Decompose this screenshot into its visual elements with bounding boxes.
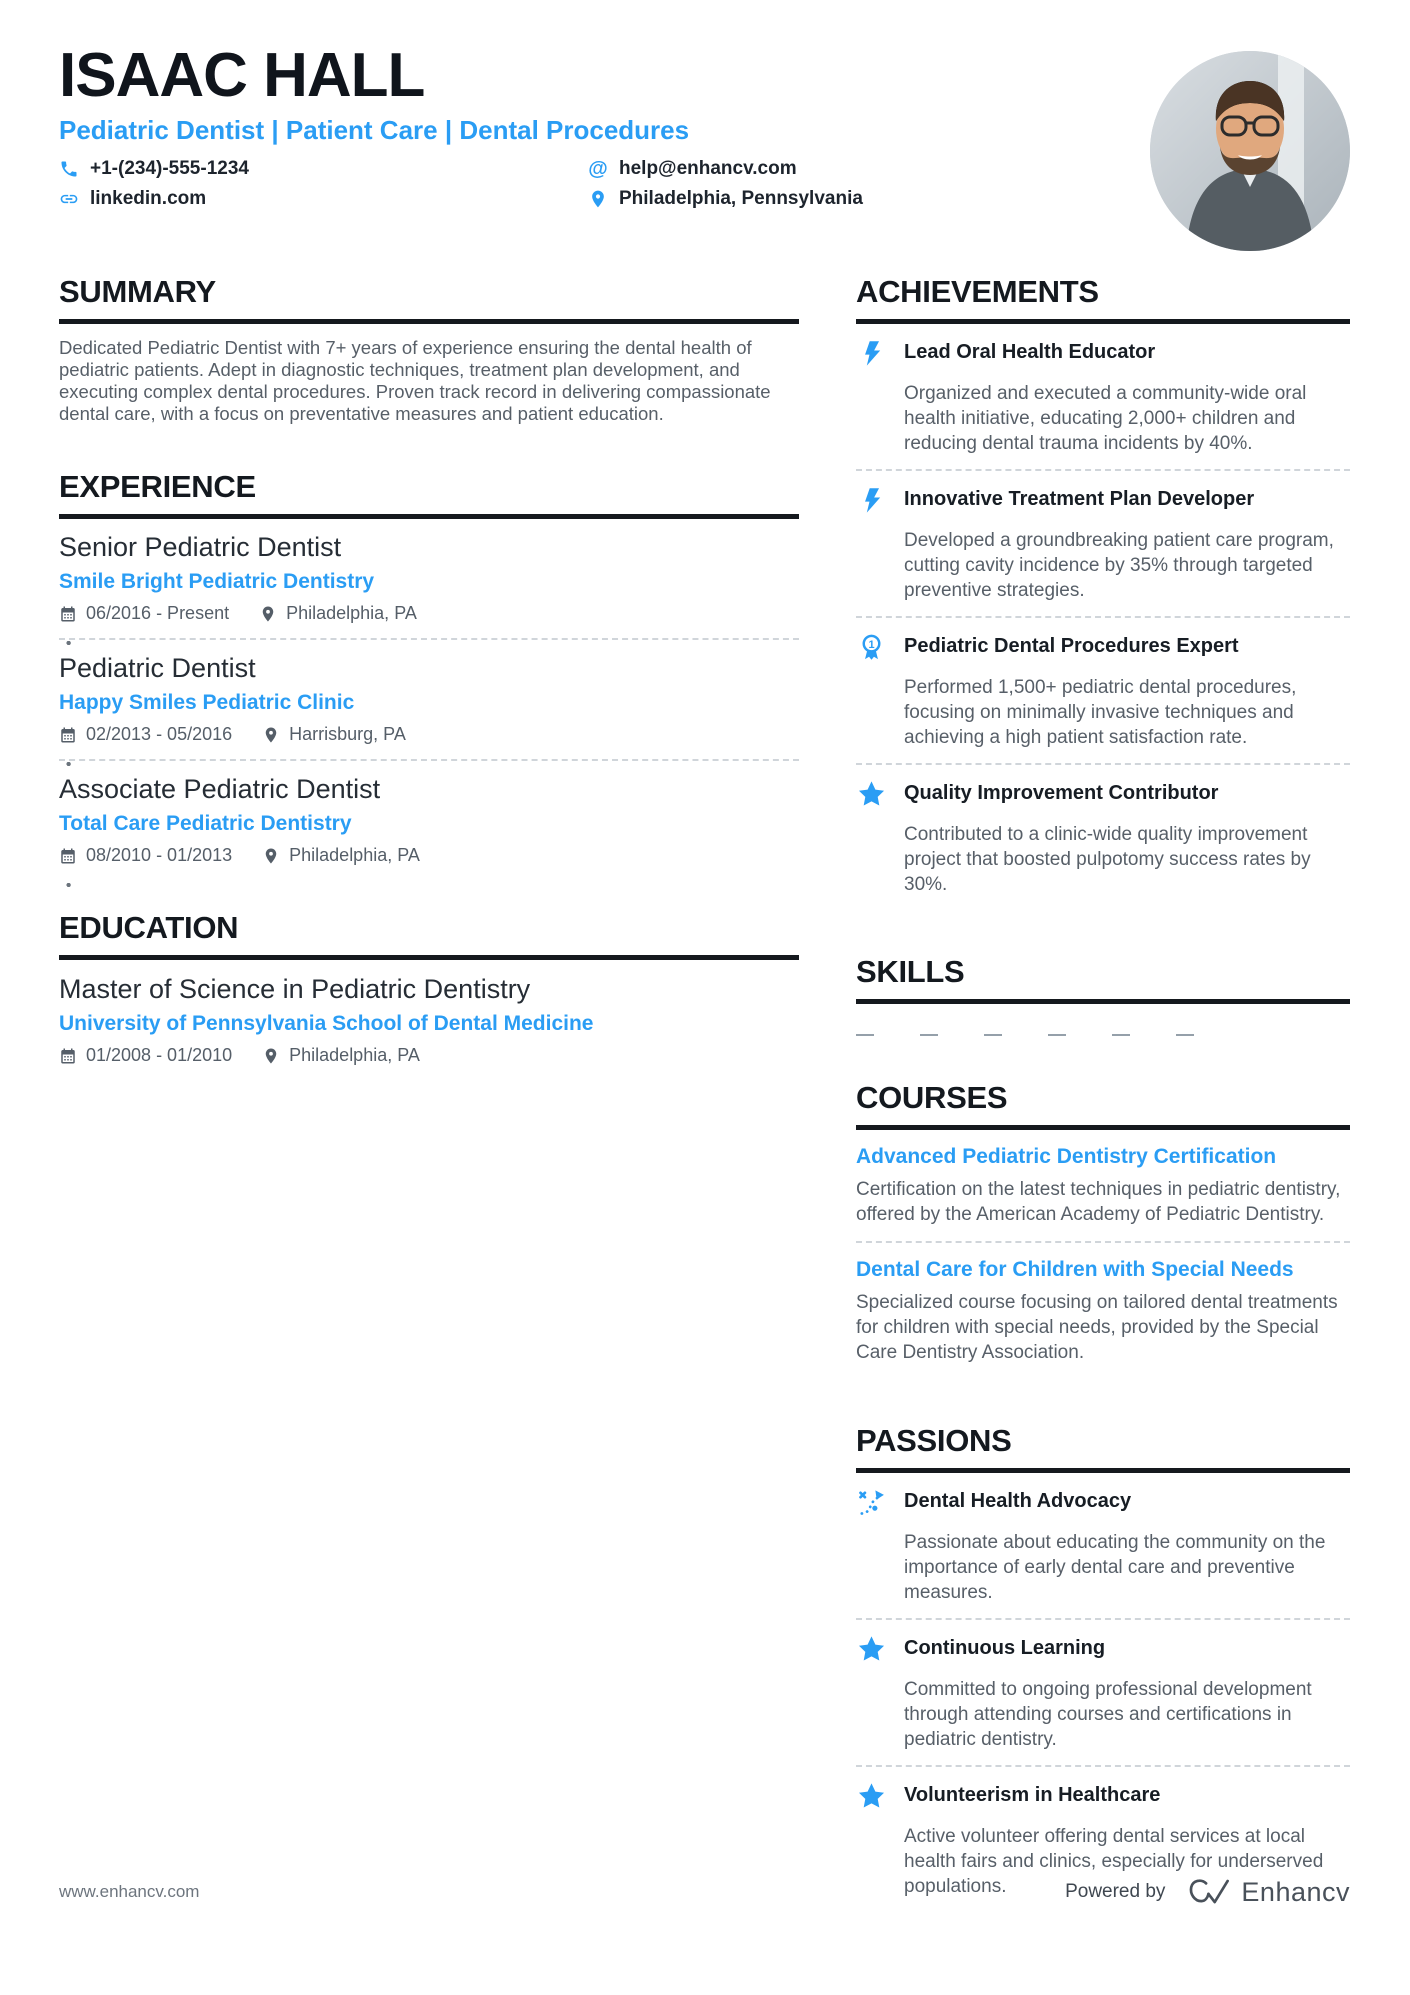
course-list [856,1130,1350,1379]
achievement-text: Performed 1,500+ pediatric dental procedures, focusing on minimally invasive techniques and achieving a high patient satisfaction rate. [904,677,1297,749]
achievement-item [856,616,1350,763]
job-meta [59,603,799,624]
section-achievements [856,274,1350,910]
passions-heading: PASSIONS [856,1423,1350,1473]
job-entry [59,759,799,866]
section-skills [856,954,1350,1036]
experience-heading: EXPERIENCE [59,469,799,519]
passion-text: Active volunteer offering dental services at local health fairs and clinics, especially for underserved populations. [904,1826,1324,1898]
job-role: Pediatric Dentist [59,653,256,684]
passion-title: Volunteerism in Healthcare [904,1784,1161,1807]
calendar-icon [59,605,77,623]
job-entry [59,519,799,624]
job-location: Philadelphia, PA [289,845,420,866]
contact-item[interactable] [59,188,588,210]
education-dates: 01/2008 - 01/2010 [86,1045,233,1066]
enhancv-brand[interactable] [1185,1876,1350,1908]
profile-photo [1150,51,1350,251]
bolt-icon [856,338,904,374]
degree: Master of Science in Pediatric Dentistry [59,974,531,1005]
summary-heading: SUMMARY [59,274,799,324]
route-icon [856,1487,904,1523]
site-link[interactable]: www.enhancv.com [59,1882,200,1901]
job-role: Senior Pediatric Dentist [59,532,342,563]
achievement-item [856,763,1350,910]
link-icon [59,189,79,209]
job-meta [59,845,799,866]
education-entry [59,960,799,1066]
course-item [856,1241,1350,1379]
brand-name: Enhancv [1241,1876,1350,1907]
skill-tag [984,1024,1002,1036]
courses-heading: COURSES [856,1080,1350,1130]
contact-text: Philadelphia, Pennsylvania [619,188,863,210]
passion-title: Continuous Learning [904,1637,1106,1660]
skill-tag [1112,1024,1130,1036]
section-passions [856,1423,1350,1912]
passion-list [856,1473,1350,1912]
course-title: Dental Care for Children with Special Needs [856,1258,1294,1282]
achievement-title: Pediatric Dental Procedures Expert [904,635,1239,658]
achievement-title: Quality Improvement Contributor [904,782,1219,805]
passion-title: Dental Health Advocacy [904,1490,1132,1513]
at-icon: @ [588,158,608,181]
headline: Pediatric Dentist | Patient Care | Dental Procedures [59,115,690,146]
star-icon [856,1781,904,1817]
achievement-text: Developed a groundbreaking patient care program, cutting cavity incidence by 35% through targeted preventive strategies. [904,530,1334,602]
achievements-heading: ACHIEVEMENTS [856,274,1350,324]
location-pin-icon [262,726,280,744]
skill-tag [1176,1024,1194,1036]
education-meta [59,1045,799,1066]
skills-list [856,1024,1350,1036]
section-summary [59,274,799,425]
person-name: ISAAC HALL [59,41,425,110]
education-heading: EDUCATION [59,910,799,960]
job-list [59,519,799,866]
phone-icon [59,159,79,179]
left-column [59,274,799,1066]
course-item [856,1130,1350,1241]
skill-tag [920,1024,938,1036]
achievement-text: Contributed to a clinic-wide quality improvement project that boosted pulpotomy success rates by 30%. [904,824,1311,896]
pin-icon [588,189,608,209]
contact-text: help@enhancv.com [619,158,797,180]
section-experience [59,469,799,866]
section-courses [856,1080,1350,1379]
contact-text: +1-(234)-555-1234 [90,158,249,180]
course-title: Advanced Pediatric Dentistry Certification [856,1145,1277,1169]
location-pin-icon [262,1047,280,1065]
skill-tag [856,1024,874,1036]
star-icon [856,1634,904,1670]
section-education [59,910,799,1066]
medal-icon [856,632,904,668]
avatar-illustration [1150,51,1350,251]
skills-heading: SKILLS [856,954,1350,1004]
bolt-icon [856,485,904,521]
job-meta [59,724,799,745]
job-dates: 06/2016 - Present [86,603,230,624]
job-location: Harrisburg, PA [289,724,406,745]
contact-item[interactable] [59,158,588,180]
powered-by-label: Powered by [1065,1881,1166,1902]
calendar-icon [59,847,77,865]
passion-item [856,1473,1350,1618]
summary-text: Dedicated Pediatric Dentist with 7+ years of experience ensuring the dental health of pediatric patients. Adept in diagnostic techniques, treatment plan development, and executing complex dental procedures. Proven track record in delivering compassionate dental care, with a focus on preventative measures and patient education. [59,337,771,425]
job-company: Total Care Pediatric Dentistry [59,812,352,836]
school: University of Pennsylvania School of Dental Medicine [59,1012,594,1036]
passion-text: Passionate about educating the community on the importance of early dental care and preventive measures. [904,1532,1326,1604]
job-dates: 08/2010 - 01/2013 [86,845,233,866]
enhancv-logo-icon [1185,1876,1231,1908]
passion-item [856,1618,1350,1765]
job-dates: 02/2013 - 05/2016 [86,724,233,745]
education-location: Philadelphia, PA [289,1045,420,1066]
calendar-icon [59,726,77,744]
calendar-icon [59,1047,77,1065]
achievement-title: Lead Oral Health Educator [904,341,1156,364]
course-text: Certification on the latest techniques in pediatric dentistry, offered by the American Academy of Pediatric Dentistry. [856,1179,1341,1226]
achievement-item [856,324,1350,469]
achievement-item [856,469,1350,616]
job-role: Associate Pediatric Dentist [59,774,381,805]
contact-text: linkedin.com [90,188,207,210]
job-entry [59,638,799,745]
job-company: Happy Smiles Pediatric Clinic [59,691,355,715]
job-company: Smile Bright Pediatric Dentistry [59,570,375,594]
right-column [856,274,1350,1912]
location-pin-icon [259,605,277,623]
star-icon [856,779,904,815]
resume-header [59,0,1350,210]
location-pin-icon [262,847,280,865]
achievement-list [856,324,1350,910]
svg-text:1: 1 [868,639,875,652]
skill-tag [1048,1024,1066,1036]
passion-text: Committed to ongoing professional development through attending courses and certifications in pediatric dentistry. [904,1679,1312,1751]
course-text: Specialized course focusing on tailored dental treatments for children with special needs, provided by the Special Care Dentistry Association. [856,1292,1338,1364]
job-location: Philadelphia, PA [286,603,417,624]
achievement-title: Innovative Treatment Plan Developer [904,488,1255,511]
achievement-text: Organized and executed a community-wide oral health initiative, educating 2,000+ children and reducing dental trauma incidents by 40%. [904,383,1307,455]
page-footer [59,1876,1350,1908]
